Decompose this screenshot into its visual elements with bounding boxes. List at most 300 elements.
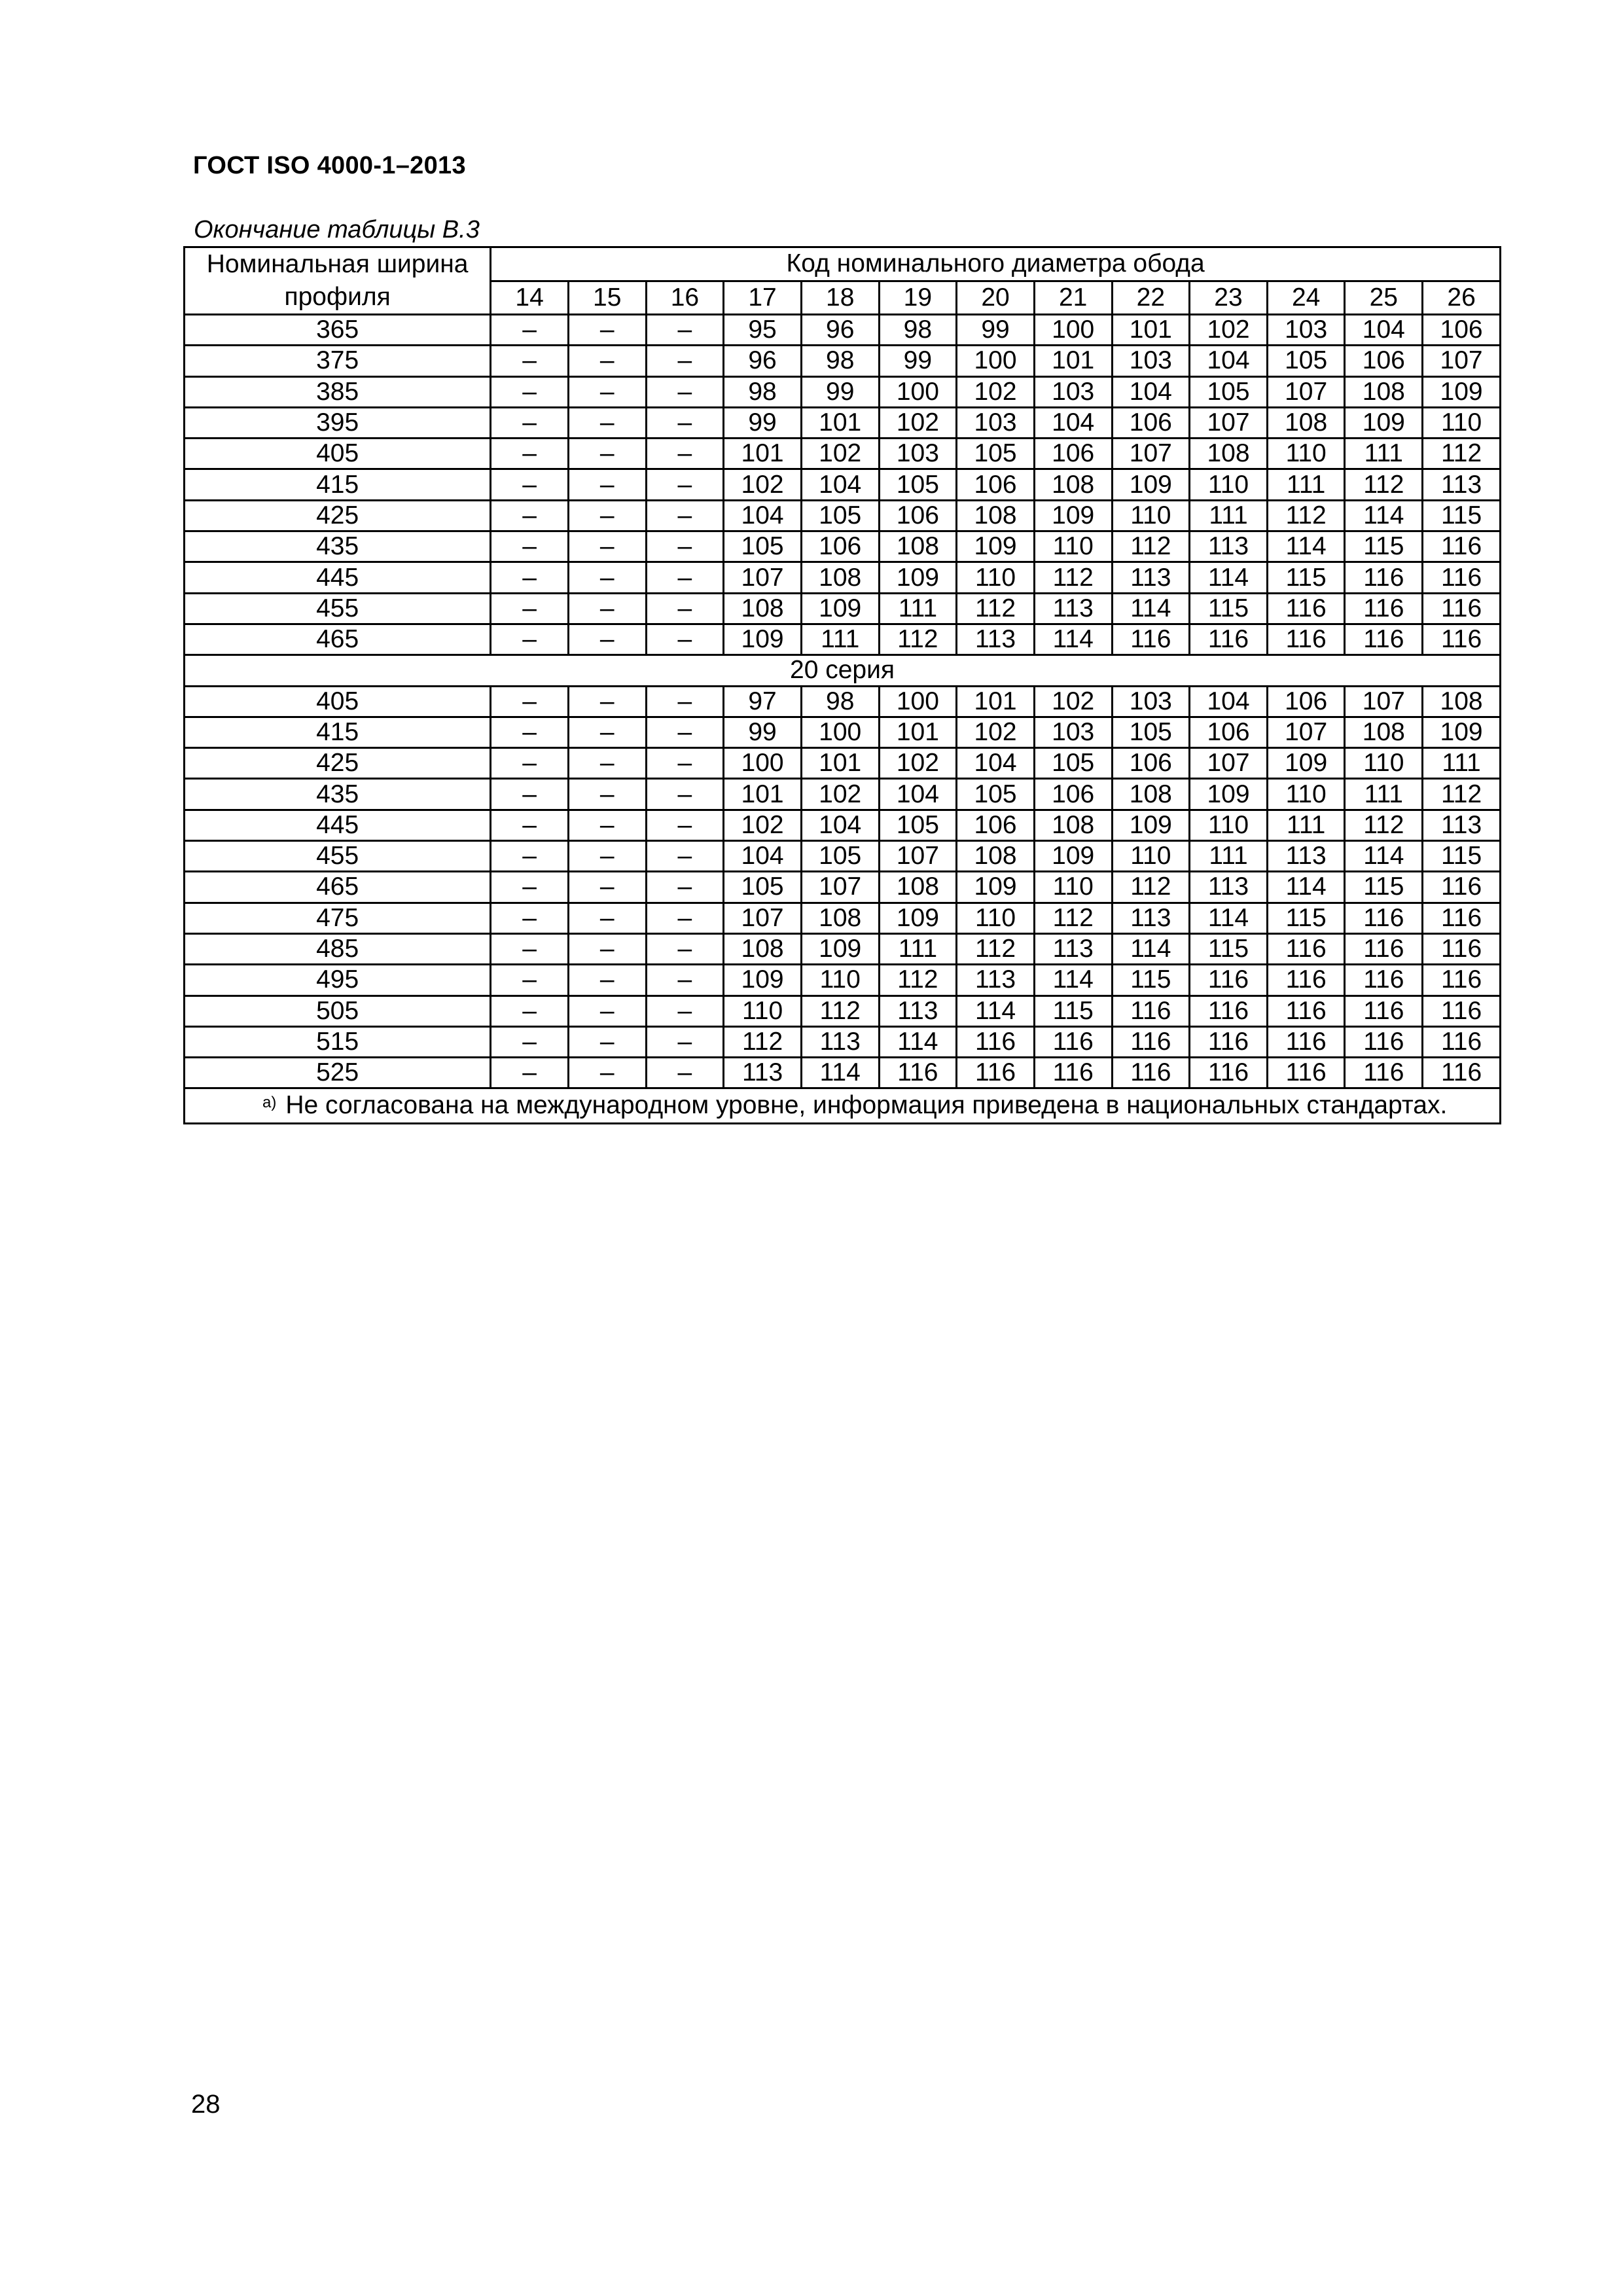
load-index-cell: 101 xyxy=(801,407,879,438)
table-row xyxy=(185,562,1501,593)
load-index-cell: – xyxy=(491,903,569,933)
load-index-cell: – xyxy=(646,1026,724,1057)
load-index-cell: 116 xyxy=(1190,1026,1268,1057)
load-index-cell: 104 xyxy=(801,469,879,500)
load-index-cell: 102 xyxy=(801,779,879,810)
load-index-cell: 98 xyxy=(724,376,802,407)
load-index-cell: – xyxy=(491,1058,569,1088)
load-index-cell: – xyxy=(646,562,724,593)
load-index-cell: 112 xyxy=(1034,562,1112,593)
load-index-cell: 110 xyxy=(1345,748,1423,779)
load-index-cell: 105 xyxy=(1267,346,1345,376)
load-index-cell: 114 xyxy=(957,996,1035,1026)
rim-code-cell: 24 xyxy=(1267,281,1345,315)
load-index-cell: 111 xyxy=(801,624,879,655)
load-index-cell: 116 xyxy=(1423,996,1501,1026)
load-index-cell: 116 xyxy=(1423,1058,1501,1088)
load-index-cell: 116 xyxy=(1345,903,1423,933)
load-index-cell: – xyxy=(491,469,569,500)
load-index-cell: 115 xyxy=(1190,933,1268,964)
table-group-series-20 xyxy=(185,686,1501,1088)
load-index-cell: 105 xyxy=(957,779,1035,810)
load-index-cell: 97 xyxy=(724,686,802,717)
load-index-cell: 109 xyxy=(1345,407,1423,438)
table-row xyxy=(185,903,1501,933)
load-index-cell: – xyxy=(568,903,646,933)
load-index-cell: – xyxy=(568,965,646,996)
load-index-table xyxy=(183,246,1501,1124)
rim-code-cell: 17 xyxy=(724,281,802,315)
load-index-cell: 111 xyxy=(879,593,957,624)
load-index-cell: 110 xyxy=(1267,779,1345,810)
load-index-cell: 95 xyxy=(724,315,802,346)
load-index-cell: 108 xyxy=(957,500,1035,531)
load-index-cell: 107 xyxy=(724,562,802,593)
load-index-cell: 114 xyxy=(1190,903,1268,933)
load-index-cell: 113 xyxy=(724,1058,802,1088)
load-index-cell: 104 xyxy=(1345,315,1423,346)
load-index-cell: 114 xyxy=(1267,531,1345,562)
load-index-cell: 116 xyxy=(957,1058,1035,1088)
width-cell: 415 xyxy=(185,469,491,500)
load-index-cell: 106 xyxy=(879,500,957,531)
load-index-cell: 114 xyxy=(1112,593,1190,624)
load-index-cell: 115 xyxy=(1112,965,1190,996)
load-index-cell: 108 xyxy=(1034,469,1112,500)
load-index-cell: 116 xyxy=(1112,996,1190,1026)
load-index-cell: 103 xyxy=(1112,686,1190,717)
load-index-cell: 105 xyxy=(879,810,957,840)
rim-code-header: Код номинального диаметра обода xyxy=(491,247,1501,281)
load-index-cell: 104 xyxy=(1034,407,1112,438)
load-index-cell: – xyxy=(491,624,569,655)
load-index-cell: 100 xyxy=(724,748,802,779)
load-index-cell: 100 xyxy=(1034,315,1112,346)
table-head xyxy=(185,247,1501,315)
load-index-cell: 110 xyxy=(1112,500,1190,531)
load-index-cell: 104 xyxy=(1190,686,1268,717)
load-index-cell: – xyxy=(646,872,724,903)
load-index-cell: 105 xyxy=(1190,376,1268,407)
load-index-cell: 98 xyxy=(879,315,957,346)
load-index-cell: – xyxy=(646,469,724,500)
rim-code-cell: 21 xyxy=(1034,281,1112,315)
load-index-cell: 106 xyxy=(1112,407,1190,438)
load-index-cell: 116 xyxy=(1345,1058,1423,1088)
load-index-cell: – xyxy=(568,996,646,1026)
load-index-cell: 114 xyxy=(1034,965,1112,996)
load-index-cell: – xyxy=(646,593,724,624)
load-index-cell: 114 xyxy=(1190,562,1268,593)
footnote-cell xyxy=(185,1088,1501,1124)
load-index-cell: 116 xyxy=(1267,1026,1345,1057)
table-row xyxy=(185,376,1501,407)
load-index-cell: – xyxy=(646,996,724,1026)
load-index-cell: 107 xyxy=(1190,748,1268,779)
load-index-cell: 103 xyxy=(1034,376,1112,407)
load-index-cell: 110 xyxy=(1034,872,1112,903)
load-index-cell: 104 xyxy=(957,748,1035,779)
load-index-cell: – xyxy=(568,315,646,346)
load-index-cell: 103 xyxy=(957,407,1035,438)
table-row xyxy=(185,500,1501,531)
load-index-cell: – xyxy=(646,376,724,407)
table-group-main xyxy=(185,315,1501,655)
load-index-cell: 116 xyxy=(1423,903,1501,933)
load-index-cell: 109 xyxy=(1034,841,1112,872)
load-index-cell: 116 xyxy=(1423,872,1501,903)
rim-code-cell: 26 xyxy=(1423,281,1501,315)
load-index-cell: 109 xyxy=(724,965,802,996)
load-index-cell: – xyxy=(491,686,569,717)
load-index-cell: 113 xyxy=(1190,531,1268,562)
load-index-cell: – xyxy=(646,933,724,964)
load-index-cell: 116 xyxy=(1034,1026,1112,1057)
load-index-cell: 113 xyxy=(1423,810,1501,840)
load-index-cell: 103 xyxy=(1112,346,1190,376)
load-index-cell: 114 xyxy=(1034,624,1112,655)
load-index-cell: 114 xyxy=(801,1058,879,1088)
load-index-cell: 111 xyxy=(879,933,957,964)
width-cell: 455 xyxy=(185,593,491,624)
load-index-cell: – xyxy=(491,562,569,593)
load-index-cell: 106 xyxy=(957,469,1035,500)
load-index-cell: – xyxy=(568,810,646,840)
load-index-cell: 113 xyxy=(1112,903,1190,933)
load-index-cell: 102 xyxy=(1034,686,1112,717)
load-index-cell: – xyxy=(646,315,724,346)
load-index-cell: 98 xyxy=(801,686,879,717)
load-index-cell: 115 xyxy=(1423,500,1501,531)
load-index-cell: 105 xyxy=(724,531,802,562)
load-index-cell: 116 xyxy=(1190,996,1268,1026)
load-index-cell: 109 xyxy=(1112,810,1190,840)
load-index-cell: 109 xyxy=(724,624,802,655)
load-index-cell: – xyxy=(568,686,646,717)
width-cell: 465 xyxy=(185,872,491,903)
load-index-cell: 104 xyxy=(1112,376,1190,407)
width-cell: 465 xyxy=(185,624,491,655)
rim-code-cell: 16 xyxy=(646,281,724,315)
load-index-cell: – xyxy=(491,531,569,562)
load-index-cell: 113 xyxy=(957,624,1035,655)
load-index-cell: 108 xyxy=(801,562,879,593)
load-index-cell: 101 xyxy=(957,686,1035,717)
load-index-cell: 107 xyxy=(879,841,957,872)
load-index-cell: – xyxy=(646,779,724,810)
load-index-cell: 116 xyxy=(1112,1058,1190,1088)
load-index-cell: 100 xyxy=(879,376,957,407)
load-index-cell: – xyxy=(568,346,646,376)
table-row xyxy=(185,996,1501,1026)
load-index-cell: 116 xyxy=(1345,593,1423,624)
load-index-cell: 99 xyxy=(801,376,879,407)
load-index-cell: 110 xyxy=(1190,810,1268,840)
load-index-cell: 112 xyxy=(1345,810,1423,840)
load-index-cell: 114 xyxy=(879,1026,957,1057)
load-index-cell: 109 xyxy=(1112,469,1190,500)
table-row xyxy=(185,439,1501,469)
load-index-cell: 96 xyxy=(801,315,879,346)
load-index-cell: 109 xyxy=(879,903,957,933)
load-index-cell: 102 xyxy=(1190,315,1268,346)
load-index-cell: 106 xyxy=(1190,717,1268,747)
load-index-cell: 101 xyxy=(724,439,802,469)
rim-code-cell: 20 xyxy=(957,281,1035,315)
load-index-cell: 110 xyxy=(801,965,879,996)
load-index-cell: 105 xyxy=(801,841,879,872)
load-index-cell: 116 xyxy=(1345,996,1423,1026)
load-index-cell: 107 xyxy=(1267,717,1345,747)
load-index-cell: 111 xyxy=(1345,439,1423,469)
load-index-cell: 103 xyxy=(879,439,957,469)
load-index-cell: 115 xyxy=(1190,593,1268,624)
load-index-cell: 106 xyxy=(1267,686,1345,717)
width-cell: 485 xyxy=(185,933,491,964)
table-row xyxy=(185,717,1501,747)
width-cell: 375 xyxy=(185,346,491,376)
table-row xyxy=(185,841,1501,872)
load-index-cell: – xyxy=(646,346,724,376)
load-index-cell: 113 xyxy=(1190,872,1268,903)
load-index-cell: 112 xyxy=(1112,531,1190,562)
load-index-cell: – xyxy=(646,810,724,840)
load-index-cell: 103 xyxy=(1267,315,1345,346)
load-index-cell: – xyxy=(491,315,569,346)
load-index-cell: – xyxy=(568,779,646,810)
series-row xyxy=(185,655,1501,686)
load-index-cell: 106 xyxy=(1112,748,1190,779)
load-index-cell: 109 xyxy=(957,872,1035,903)
series-divider xyxy=(185,655,1501,686)
load-index-cell: 116 xyxy=(1267,1058,1345,1088)
load-index-cell: – xyxy=(491,439,569,469)
rim-code-cell: 19 xyxy=(879,281,957,315)
table-row xyxy=(185,624,1501,655)
load-index-cell: 112 xyxy=(1345,469,1423,500)
load-index-cell: 108 xyxy=(1345,376,1423,407)
load-index-cell: 116 xyxy=(1190,1058,1268,1088)
load-index-cell: – xyxy=(491,996,569,1026)
width-cell: 445 xyxy=(185,810,491,840)
load-index-cell: – xyxy=(568,933,646,964)
load-index-cell: 116 xyxy=(1034,1058,1112,1088)
load-index-cell: 102 xyxy=(879,407,957,438)
load-index-cell: 106 xyxy=(801,531,879,562)
load-index-cell: – xyxy=(646,903,724,933)
load-index-cell: 112 xyxy=(1112,872,1190,903)
load-index-cell: – xyxy=(646,717,724,747)
load-index-cell: 108 xyxy=(724,933,802,964)
load-index-cell: 100 xyxy=(957,346,1035,376)
load-index-cell: 103 xyxy=(1034,717,1112,747)
footnote-mark: а) xyxy=(262,1094,277,1112)
load-index-cell: 112 xyxy=(957,593,1035,624)
load-index-cell: 101 xyxy=(724,779,802,810)
load-index-cell: 98 xyxy=(801,346,879,376)
load-index-cell: 110 xyxy=(957,562,1035,593)
table-row xyxy=(185,469,1501,500)
load-index-cell: 101 xyxy=(1034,346,1112,376)
load-index-cell: 107 xyxy=(1423,346,1501,376)
load-index-cell: – xyxy=(491,346,569,376)
load-index-cell: 102 xyxy=(724,810,802,840)
load-index-cell: 109 xyxy=(801,933,879,964)
load-index-cell: – xyxy=(491,1026,569,1057)
load-index-cell: 100 xyxy=(801,717,879,747)
load-index-cell: 109 xyxy=(801,593,879,624)
load-index-cell: 108 xyxy=(1190,439,1268,469)
load-index-cell: 109 xyxy=(879,562,957,593)
load-index-cell: – xyxy=(568,717,646,747)
load-index-cell: 116 xyxy=(879,1058,957,1088)
load-index-cell: 116 xyxy=(1267,624,1345,655)
load-index-cell: – xyxy=(568,531,646,562)
load-index-cell: 106 xyxy=(957,810,1035,840)
load-index-cell: 109 xyxy=(1267,748,1345,779)
width-cell: 515 xyxy=(185,1026,491,1057)
width-cell: 395 xyxy=(185,407,491,438)
table-row xyxy=(185,407,1501,438)
width-cell: 415 xyxy=(185,717,491,747)
load-index-cell: 112 xyxy=(1034,903,1112,933)
width-cell: 475 xyxy=(185,903,491,933)
load-index-cell: 107 xyxy=(801,872,879,903)
load-index-cell: 110 xyxy=(957,903,1035,933)
load-index-cell: 105 xyxy=(724,872,802,903)
series-label: 20 серия xyxy=(185,655,1501,686)
load-index-cell: 113 xyxy=(1034,593,1112,624)
rim-code-cell: 14 xyxy=(491,281,569,315)
load-index-cell: 104 xyxy=(724,841,802,872)
load-index-cell: – xyxy=(568,872,646,903)
load-index-cell: 109 xyxy=(957,531,1035,562)
load-index-cell: 110 xyxy=(1034,531,1112,562)
load-index-cell: – xyxy=(491,872,569,903)
load-index-cell: 99 xyxy=(724,407,802,438)
load-index-cell: 113 xyxy=(1267,841,1345,872)
load-index-cell: 111 xyxy=(1267,810,1345,840)
load-index-cell: – xyxy=(568,500,646,531)
load-index-cell: 113 xyxy=(801,1026,879,1057)
load-index-cell: 116 xyxy=(1423,965,1501,996)
load-index-cell: 101 xyxy=(879,717,957,747)
width-cell: 425 xyxy=(185,500,491,531)
load-index-cell: 104 xyxy=(801,810,879,840)
load-index-cell: 105 xyxy=(879,469,957,500)
load-index-cell: 112 xyxy=(724,1026,802,1057)
width-cell: 435 xyxy=(185,779,491,810)
load-index-cell: – xyxy=(568,407,646,438)
rim-code-cell: 22 xyxy=(1112,281,1190,315)
load-index-cell: 108 xyxy=(879,872,957,903)
load-index-cell: 111 xyxy=(1190,500,1268,531)
load-index-cell: 116 xyxy=(1345,1026,1423,1057)
width-cell: 365 xyxy=(185,315,491,346)
load-index-cell: 108 xyxy=(1267,407,1345,438)
table-row xyxy=(185,593,1501,624)
load-index-cell: 114 xyxy=(1345,841,1423,872)
load-index-cell: 107 xyxy=(724,903,802,933)
load-index-cell: 109 xyxy=(1423,717,1501,747)
load-index-cell: 107 xyxy=(1267,376,1345,407)
nominal-width-header: Номинальная ширина профиля xyxy=(185,247,491,315)
load-index-cell: 116 xyxy=(1267,593,1345,624)
load-index-cell: 111 xyxy=(1345,779,1423,810)
load-index-cell: 99 xyxy=(879,346,957,376)
load-index-cell: 116 xyxy=(1423,1026,1501,1057)
load-index-cell: 110 xyxy=(1112,841,1190,872)
load-index-cell: 102 xyxy=(724,469,802,500)
footnote-text: Не согласована на международном уровне, информация приведена в национальных стандартах. xyxy=(285,1091,1448,1120)
footnote-row xyxy=(185,1088,1501,1124)
load-index-cell: – xyxy=(491,748,569,779)
load-index-cell: – xyxy=(491,933,569,964)
load-index-cell: 116 xyxy=(1423,531,1501,562)
load-index-cell: 112 xyxy=(1267,500,1345,531)
load-index-cell: 112 xyxy=(1423,439,1501,469)
load-index-cell: 108 xyxy=(1345,717,1423,747)
load-index-cell: 112 xyxy=(957,933,1035,964)
load-index-cell: 101 xyxy=(1112,315,1190,346)
load-index-cell: 116 xyxy=(1423,624,1501,655)
width-cell: 505 xyxy=(185,996,491,1026)
load-index-cell: – xyxy=(646,407,724,438)
load-index-cell: – xyxy=(646,439,724,469)
table-footnote-section xyxy=(185,1088,1501,1124)
load-index-cell: 108 xyxy=(879,531,957,562)
load-index-cell: 113 xyxy=(879,996,957,1026)
load-index-cell: 108 xyxy=(724,593,802,624)
load-index-cell: 116 xyxy=(957,1026,1035,1057)
width-cell: 425 xyxy=(185,748,491,779)
load-index-cell: 115 xyxy=(1423,841,1501,872)
table-row xyxy=(185,933,1501,964)
load-index-cell: 104 xyxy=(724,500,802,531)
load-index-cell: – xyxy=(568,1026,646,1057)
load-index-cell: – xyxy=(646,624,724,655)
load-index-cell: 110 xyxy=(1423,407,1501,438)
load-index-cell: 111 xyxy=(1423,748,1501,779)
load-index-cell: – xyxy=(646,686,724,717)
load-index-cell: 112 xyxy=(879,965,957,996)
load-index-cell: 111 xyxy=(1267,469,1345,500)
load-index-cell: – xyxy=(646,531,724,562)
load-index-cell: – xyxy=(491,810,569,840)
load-index-cell: 115 xyxy=(1345,531,1423,562)
load-index-cell: 105 xyxy=(957,439,1035,469)
table-row xyxy=(185,872,1501,903)
load-index-cell: – xyxy=(568,748,646,779)
load-index-cell: – xyxy=(646,500,724,531)
width-cell: 525 xyxy=(185,1058,491,1088)
load-index-cell: – xyxy=(568,562,646,593)
load-index-cell: – xyxy=(646,965,724,996)
load-index-cell: 113 xyxy=(1034,933,1112,964)
load-index-cell: – xyxy=(491,593,569,624)
load-index-cell: 116 xyxy=(1190,624,1268,655)
load-index-cell: 113 xyxy=(957,965,1035,996)
width-cell: 405 xyxy=(185,686,491,717)
load-index-cell: 108 xyxy=(957,841,1035,872)
table-row xyxy=(185,686,1501,717)
load-index-cell: 105 xyxy=(801,500,879,531)
load-index-cell: 116 xyxy=(1112,1026,1190,1057)
load-index-cell: – xyxy=(646,1058,724,1088)
load-index-cell: 116 xyxy=(1190,965,1268,996)
table-row xyxy=(185,531,1501,562)
load-index-cell: 102 xyxy=(879,748,957,779)
